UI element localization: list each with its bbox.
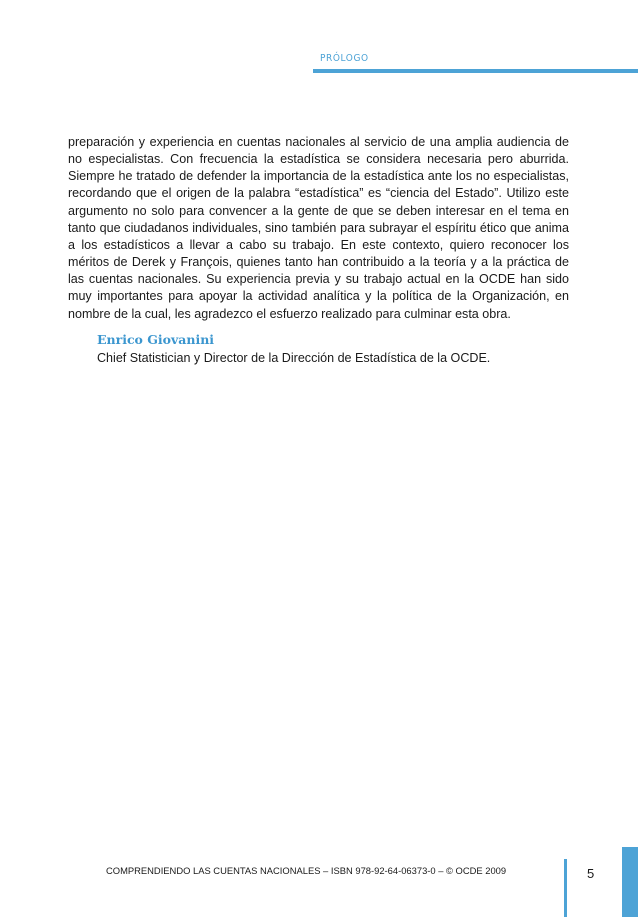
signature-block: [97, 331, 490, 367]
signature-name: Enrico Giovanini: [97, 332, 215, 347]
footer-divider: [564, 859, 567, 917]
signature-title: Chief Statistician y Director de la Dirección de Estadística de la OCDE.: [97, 351, 491, 365]
section-header-label: PRÓLOGO: [320, 53, 369, 64]
footer-edge-bar: [622, 847, 638, 917]
body-paragraph: preparación y experiencia en cuentas nacionales al servicio de una amplia audiencia de no especialistas. Con frecuencia la estadística se considera necesaria pero aburrida. Siempre he tratado de defender la importancia de la estadística ante los no especialistas, recordando que el origen de la palabra “estadística” es “ciencia del Estado”. Utilizo este argumento no solo para convencer a la gente de que se deben interesar en el tema en tanto que ciudadanos individuales, sino también para subrayar el espíritu ético que anima a los estadísticos a llevar a cabo su trabajo. En este contexto, quiero reconocer los méritos de Derek y François, quienes tanto han contribuido a la teoría y a la práctica de las cuentas nacionales. Su experiencia previa y su trabajo actual en la OCDE han sido muy importantes para apoyar la actividad analítica y la política de la Organización, en nombre de la cual, les agradezco el esfuerzo realizado para culminar esta obra.: [68, 135, 569, 321]
page-number: 5: [587, 866, 595, 881]
footer-citation: COMPRENDIENDO LAS CUENTAS NACIONALES – ISBN 978-92-64-06373-0 – © OCDE 2009: [106, 865, 507, 876]
header-rule: [313, 69, 638, 73]
